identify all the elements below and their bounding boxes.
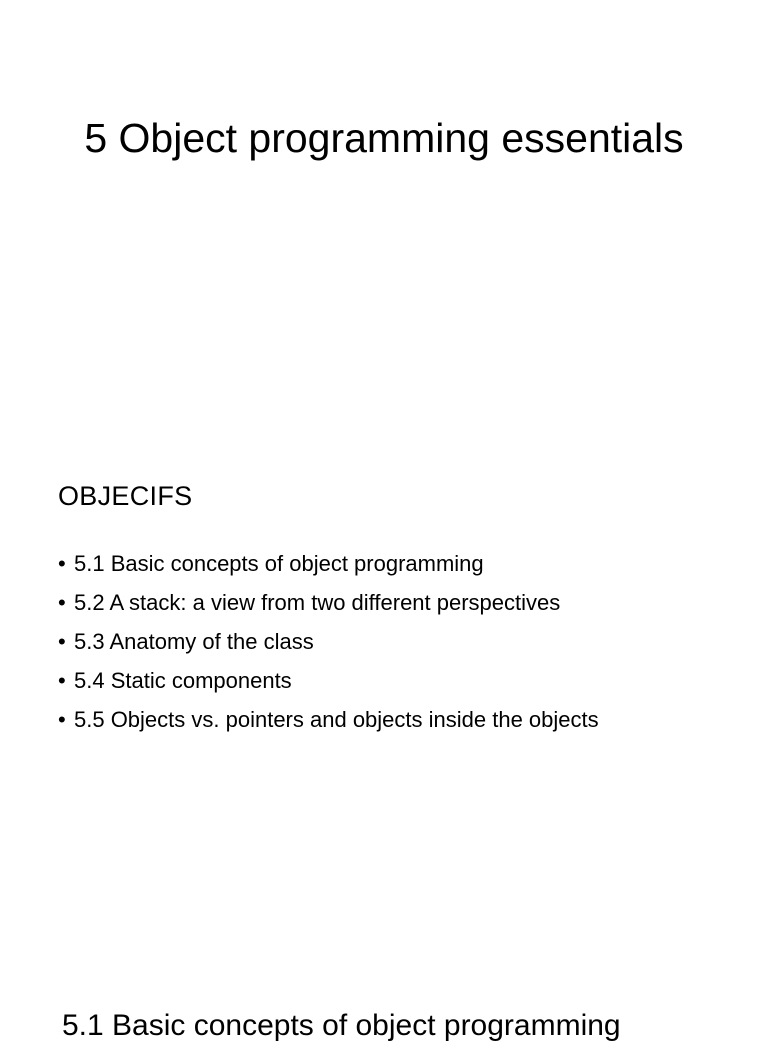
list-item: • 5.1 Basic concepts of object programming xyxy=(58,544,748,583)
list-item: • 5.2 A stack: a view from two different perspectives xyxy=(58,583,748,622)
next-slide-title: 5.1 Basic concepts of object programming xyxy=(62,1009,621,1042)
bullet-icon: • xyxy=(58,629,66,654)
bullet-icon: • xyxy=(58,668,66,693)
list-item: • 5.3 Anatomy of the class xyxy=(58,622,748,661)
objectives-heading: OBJECIFS xyxy=(58,481,193,511)
slide-title: 5 Object programming essentials xyxy=(84,115,684,161)
bullet-icon: • xyxy=(58,707,66,732)
bullet-icon: • xyxy=(58,551,66,576)
objectives-list xyxy=(58,544,748,739)
objectives-slide xyxy=(0,430,768,990)
title-slide xyxy=(0,0,768,430)
list-item: • 5.4 Static components xyxy=(58,661,748,700)
next-slide-partial xyxy=(0,990,768,1042)
bullet-icon: • xyxy=(58,590,66,615)
list-item: • 5.5 Objects vs. pointers and objects inside the objects xyxy=(58,700,748,739)
